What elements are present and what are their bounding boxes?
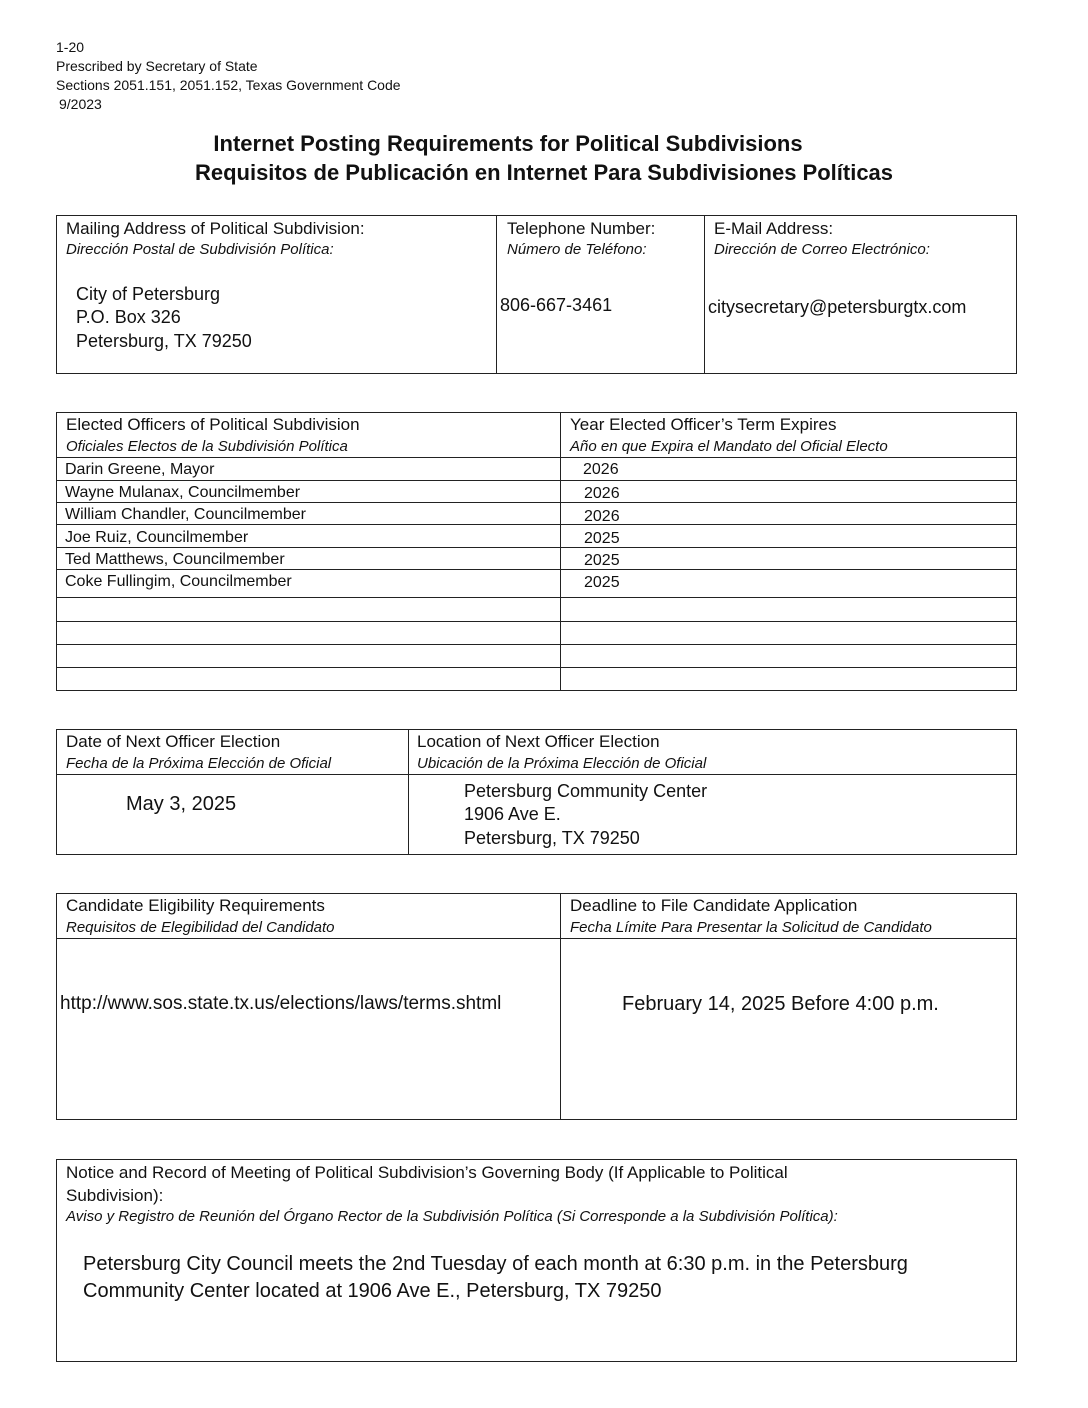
- form-edition: 9/2023: [59, 96, 102, 112]
- title-spanish: Requisitos de Publicación en Internet Para Subdivisiones Políticas: [194, 160, 894, 185]
- address-line-1: City of Petersburg: [76, 284, 221, 304]
- meeting-text-line-1: Petersburg City Council meets the 2nd Tuesday of each month at 6:30 p.m. in the Petersburg: [83, 1253, 908, 1275]
- election-location-label: Location of Next Officer Election: [417, 732, 660, 751]
- officers-col1-label: Elected Officers of Political Subdivision: [66, 415, 360, 434]
- officers-table: [56, 412, 1017, 691]
- officer-name: Coke Fullingim, Councilmember: [65, 573, 292, 590]
- eligibility-link[interactable]: http://www.sos.state.tx.us/elections/laws/terms.shtml: [60, 993, 502, 1014]
- election-date-label: Date of Next Officer Election: [66, 732, 281, 751]
- address-label: Mailing Address of Political Subdivision:: [66, 219, 365, 238]
- officer-term-year: 2026: [583, 461, 619, 478]
- election-date-value: May 3, 2025: [126, 793, 237, 815]
- code-sections: Sections 2051.151, 2051.152, Texas Government Code: [56, 77, 401, 93]
- prescribed-by: Prescribed by Secretary of State: [56, 58, 258, 74]
- phone-label: Telephone Number:: [507, 219, 656, 238]
- officers-col2-label: Year Elected Officer’s Term Expires: [570, 415, 837, 434]
- meeting-label-es: Aviso y Registro de Reunión del Órgano Rector de la Subdivisión Política (Si Corresponde a la Subdivisión Política):: [66, 1208, 838, 1225]
- officer-name: Ted Matthews, Councilmember: [65, 551, 285, 568]
- officer-term-year: 2026: [584, 508, 620, 525]
- officer-term-year: 2026: [584, 485, 620, 502]
- election-location-line-1: Petersburg Community Center: [464, 781, 708, 801]
- deadline-label: Deadline to File Candidate Application: [570, 896, 858, 915]
- officer-term-year: 2025: [584, 530, 620, 547]
- email-label: E-Mail Address:: [714, 219, 834, 238]
- officer-name: Darin Greene, Mayor: [65, 461, 215, 478]
- officers-col1-label-es: Oficiales Electos de la Subdivisión Política: [66, 438, 348, 455]
- meeting-section: [56, 1159, 1017, 1362]
- eligibility-label: Candidate Eligibility Requirements: [66, 896, 325, 915]
- email-value: citysecretary@petersburgtx.com: [708, 297, 967, 317]
- address-line-2: P.O. Box 326: [76, 307, 181, 327]
- election-section: [56, 729, 1017, 855]
- candidate-section: [56, 893, 1017, 1120]
- email-label-es: Dirección de Correo Electrónico:: [714, 241, 930, 258]
- phone-label-es: Número de Teléfono:: [507, 241, 647, 258]
- address-line-3: Petersburg, TX 79250: [76, 331, 252, 351]
- address-label-es: Dirección Postal de Subdivisión Política:: [66, 241, 334, 258]
- title-english: Internet Posting Requirements for Political Subdivisions: [213, 131, 803, 156]
- phone-value: 806-667-3461: [500, 295, 613, 315]
- meeting-label-line-2: Subdivision):: [66, 1186, 164, 1205]
- officer-name: Wayne Mulanax, Councilmember: [65, 484, 301, 501]
- officer-term-year: 2025: [584, 552, 620, 569]
- election-date-label-es: Fecha de la Próxima Elección de Oficial: [66, 755, 332, 772]
- officers-col2-label-es: Año en que Expira el Mandato del Oficial Electo: [570, 438, 888, 455]
- officer-name: Joe Ruiz, Councilmember: [65, 529, 249, 546]
- deadline-value: February 14, 2025 Before 4:00 p.m.: [622, 993, 939, 1015]
- form-number: 1-20: [56, 39, 85, 55]
- officer-term-year: 2025: [584, 574, 620, 591]
- deadline-label-es: Fecha Límite Para Presentar la Solicitud de Candidato: [570, 919, 932, 936]
- contact-section: [56, 215, 1017, 374]
- officer-name: William Chandler, Councilmember: [65, 506, 306, 523]
- meeting-text-line-2: Community Center located at 1906 Ave E., Petersburg, TX 79250: [83, 1280, 662, 1302]
- form-header: [56, 38, 401, 114]
- election-location-label-es: Ubicación de la Próxima Elección de Oficial: [417, 755, 707, 772]
- meeting-label-line-1: Notice and Record of Meeting of Political Subdivision’s Governing Body (If Applicable to Political: [66, 1163, 788, 1182]
- election-location-line-3: Petersburg, TX 79250: [464, 828, 640, 848]
- election-location-line-2: 1906 Ave E.: [464, 804, 561, 824]
- eligibility-label-es: Requisitos de Elegibilidad del Candidato: [66, 919, 335, 936]
